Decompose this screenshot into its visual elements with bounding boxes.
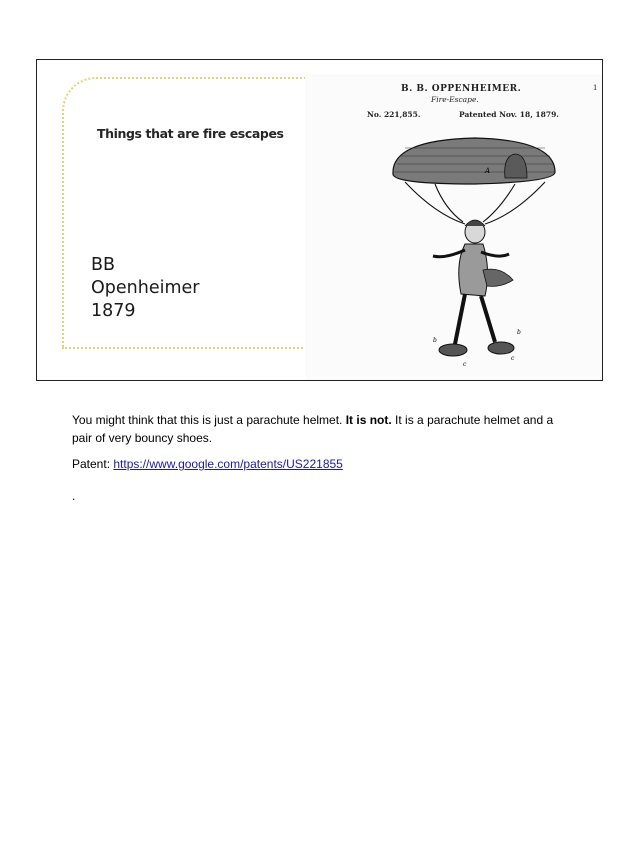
trailing-period: . (72, 489, 76, 503)
parachute-man-illustration (305, 74, 603, 380)
notes-paragraph (72, 412, 572, 447)
patent-number: No. 221,855. (367, 110, 421, 119)
caption-line-name-initials: BB (91, 255, 116, 275)
patent-reference (72, 457, 343, 471)
patent-title: Fire-Escape. (431, 95, 479, 104)
caption-line-year: 1879 (91, 301, 136, 321)
slide-title: Things that are fire escapes (97, 126, 284, 141)
patent-page-mark: 1 (593, 84, 598, 92)
notes-emphasis: It is not. (345, 413, 392, 427)
patent-label: Patent: (72, 457, 114, 471)
svg-text:b: b (433, 337, 437, 344)
notes-text-after: It is a parachute helmet and a pair of very bouncy shoes. (72, 413, 554, 445)
patent-inventor: B. B. OPPENHEIMER. (401, 84, 522, 94)
patent-drawing (305, 74, 603, 380)
slide-caption (91, 254, 199, 323)
notes-text-before: You might think that this is just a parachute helmet. (72, 413, 346, 427)
svg-text:A: A (485, 167, 491, 175)
patent-date: Patented Nov. 18, 1879. (459, 110, 559, 119)
svg-text:c: c (511, 355, 515, 362)
slide (36, 59, 603, 381)
svg-text:b: b (517, 329, 521, 336)
patent-link[interactable]: https://www.google.com/patents/US221855 (113, 457, 343, 471)
caption-line-surname: Openheimer (91, 278, 200, 298)
speaker-notes (72, 412, 572, 447)
svg-text:c: c (463, 361, 467, 368)
